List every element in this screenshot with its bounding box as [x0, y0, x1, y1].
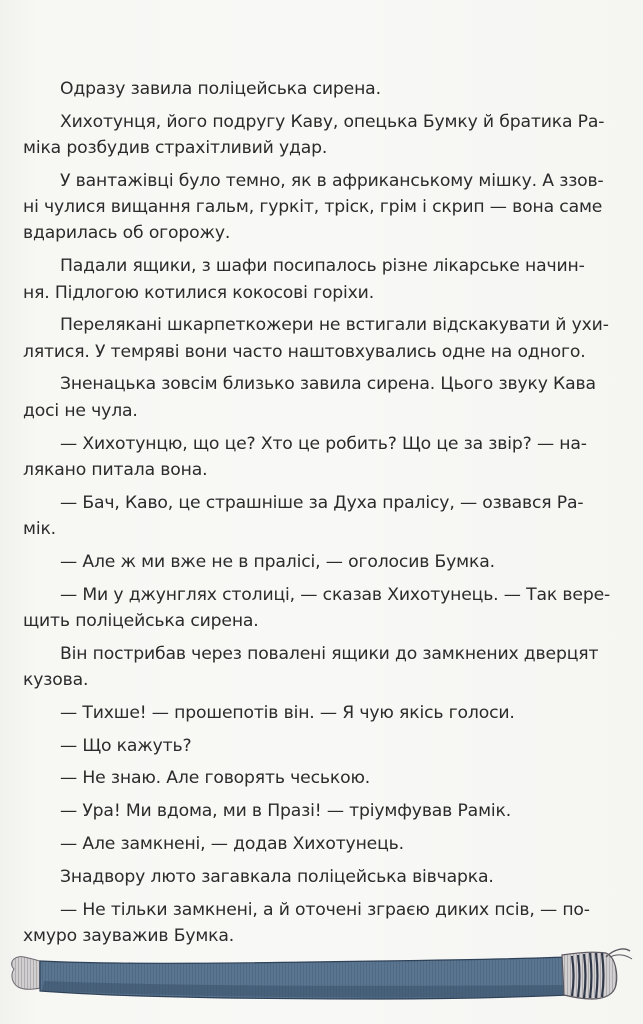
- paragraph: [23, 641, 599, 694]
- paragraph: [60, 798, 595, 824]
- paragraph: [60, 549, 595, 575]
- paragraph: [23, 371, 596, 424]
- text-line: У вантажівці було темно, як в африканському мішку. А ззов-: [60, 170, 604, 191]
- paragraph: [23, 168, 604, 247]
- text-line: — Тихше! — прошепотів він. — Я чую якісь голоси.: [60, 702, 515, 723]
- text-line: Одразу завила поліцейська сирена.: [60, 79, 381, 99]
- text-line: мік.: [23, 518, 56, 539]
- text-line: досі не чула.: [23, 400, 138, 421]
- text-line: лятися. У темряві вони часто наштовхувались одне на одного.: [23, 341, 586, 362]
- text-line: — Бач, Каво, це страшніше за Духа пралісу, — озвався Ра-: [60, 492, 584, 513]
- paragraph: [23, 312, 609, 365]
- text-line: Він пострибав через повалені ящики до замкнених дверцят: [60, 643, 599, 664]
- paragraph: [23, 431, 595, 484]
- text-line: Зненацька зовсім близько завила сирена. Цього звуку Кава: [60, 374, 596, 395]
- text-line: вдарилась об огорожу.: [23, 223, 231, 244]
- text-line: Знадвору люто загавкала поліцейська вівчарка.: [60, 866, 494, 887]
- text-line: Перелякані шкарпеткожери не встигали відскакувати й ухи-: [60, 315, 609, 336]
- text-line: — Не тільки замкнені, а й оточені зграєю диких псів, — по-: [60, 899, 590, 920]
- paragraph: [60, 733, 595, 759]
- text-line: — Але ж ми вже не в пралісі, — оголосив Бумка.: [60, 551, 495, 572]
- text-line: — Ура! Ми вдома, ми в Празі! — тріумфував Рамік.: [60, 801, 512, 822]
- text-line: Падали ящики, з шафи посипалось різне лікарське начин-: [60, 256, 585, 277]
- text-line: лякано питала вона.: [23, 459, 208, 480]
- paragraph: [23, 253, 595, 306]
- paragraph: [23, 582, 611, 635]
- text-line: — Не знаю. Але говорять чеською.: [60, 768, 371, 789]
- text-line: ні чулися вищання гальм, гуркіт, тріск, грім і скрип — вона саме: [23, 197, 603, 218]
- text-line: міка розбудив страхітливий удар.: [23, 138, 328, 159]
- paragraph: [23, 109, 605, 162]
- text-line: — Але замкнені, — додав Хихотунець.: [60, 833, 404, 854]
- paragraph: [60, 76, 595, 102]
- text-line: — Хихотунцю, що це? Хто це робить? Що це за звір? — на-: [60, 433, 587, 454]
- text-line: кузова.: [23, 669, 89, 690]
- paragraph: [60, 765, 595, 791]
- sock-illustration: [0, 935, 643, 1010]
- paragraph: [60, 700, 595, 726]
- text-line: — Ми у джунглях столиці, — сказав Хихотунець. — Так вере-: [60, 584, 611, 605]
- sock-cuff: [562, 952, 617, 999]
- text-line: — Що кажуть?: [60, 735, 192, 756]
- text-line: хмуро зауважив Бумка.: [23, 925, 235, 946]
- page-text: [23, 76, 611, 949]
- paragraph: [60, 831, 595, 857]
- text-line: ня. Підлогою котилися кокосові горіхи.: [23, 282, 375, 303]
- text-line: щить поліцейська сирена.: [23, 610, 259, 631]
- text-line: Хихотунця, його подругу Каву, опецька Бумку й братика Ра-: [60, 111, 605, 132]
- paragraph: [60, 864, 595, 890]
- paragraph: [23, 490, 595, 543]
